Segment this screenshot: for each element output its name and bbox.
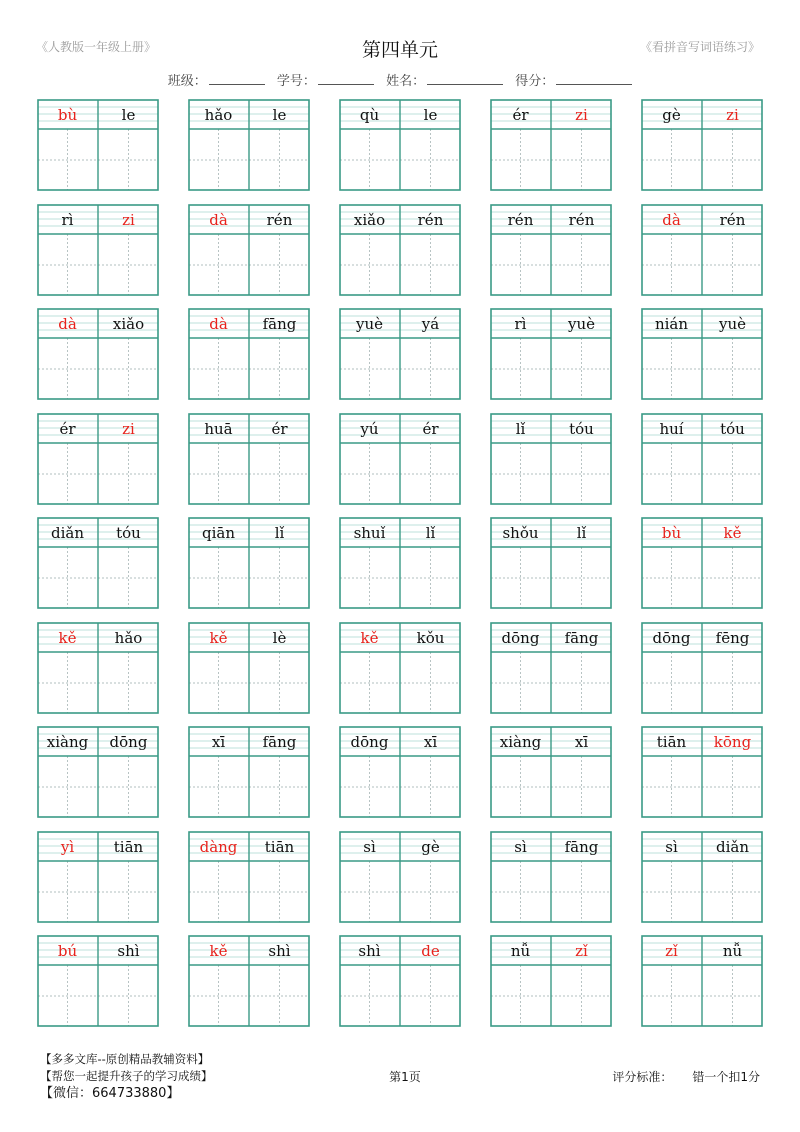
pinyin-syllable: le [121, 106, 136, 124]
word-box [641, 413, 763, 505]
word-box [188, 413, 310, 505]
pinyin-syllable: shǒu [502, 524, 539, 542]
pinyin-syllable: dà [209, 315, 228, 333]
pinyin-syllable: lǐ [515, 419, 526, 438]
pinyin-syllable: dōng [109, 733, 148, 751]
pinyin-syllable: ér [271, 419, 288, 438]
pinyin-syllable: kōng [713, 733, 752, 751]
pinyin-syllable: gè [421, 837, 440, 856]
pinyin-syllable: xī [423, 733, 438, 751]
word-box [188, 935, 310, 1027]
pinyin-syllable: tiān [264, 837, 295, 856]
pinyin-syllable: rén [568, 210, 595, 229]
word-box [339, 726, 461, 818]
class-label: 班级： [168, 74, 265, 89]
word-box [339, 622, 461, 714]
pinyin-row [641, 726, 763, 756]
word-box [188, 831, 310, 923]
pinyin-row [339, 517, 461, 547]
pinyin-row [37, 204, 159, 234]
word-box [490, 204, 612, 296]
pinyin-syllable: zǐ [665, 942, 678, 960]
score-label: 得分： [515, 74, 632, 89]
pinyin-syllable: shì [268, 942, 291, 960]
student-info [0, 70, 800, 89]
pinyin-row [339, 99, 461, 129]
pinyin-syllable: dà [662, 210, 681, 229]
pinyin-syllable: sì [363, 837, 376, 856]
pinyin-syllable: sì [514, 837, 527, 856]
pinyin-row [188, 308, 310, 338]
pinyin-row [490, 831, 612, 861]
word-box [490, 831, 612, 923]
footer-line-2: 【帮您一起提升孩子的学习成绩】 [40, 1069, 213, 1083]
scoring-rule [612, 1068, 760, 1085]
word-box [339, 831, 461, 923]
word-box [490, 726, 612, 818]
pinyin-row [188, 413, 310, 443]
pinyin-syllable: hǎo [204, 106, 233, 124]
pinyin-row [37, 726, 159, 756]
word-box [37, 935, 159, 1027]
footer-line-1: 【多多文库--原创精品教辅资料】 [40, 1052, 210, 1066]
pinyin-syllable: xī [574, 733, 589, 751]
pinyin-syllable: yuè [567, 315, 595, 333]
pinyin-row [490, 517, 612, 547]
pinyin-row [641, 413, 763, 443]
word-box [37, 413, 159, 505]
pinyin-row [339, 622, 461, 652]
word-box [490, 622, 612, 714]
pinyin-syllable: rén [719, 210, 746, 229]
word-box [37, 99, 159, 191]
pinyin-row [188, 204, 310, 234]
pinyin-row [490, 204, 612, 234]
pinyin-syllable: fāng [262, 315, 297, 333]
pinyin-syllable: shì [117, 942, 140, 960]
word-box [188, 726, 310, 818]
pinyin-syllable: dōng [350, 733, 389, 751]
pinyin-row [490, 308, 612, 338]
pinyin-syllable: lè [272, 628, 287, 647]
pinyin-syllable: huā [204, 419, 233, 438]
word-box [490, 935, 612, 1027]
pinyin-syllable: diǎn [50, 524, 84, 542]
page-number: 第1页 [389, 1070, 421, 1084]
pinyin-row [490, 99, 612, 129]
pinyin-syllable: zi [575, 106, 588, 124]
pinyin-syllable: tiān [656, 733, 687, 751]
pinyin-syllable: nǚ [510, 942, 531, 960]
word-box [490, 99, 612, 191]
word-box [641, 99, 763, 191]
word-box [37, 831, 159, 923]
class-blank[interactable] [209, 74, 265, 85]
word-box [641, 308, 763, 400]
score-blank[interactable] [556, 74, 632, 85]
pinyin-syllable: lǐ [576, 524, 587, 542]
pinyin-syllable: yuè [718, 315, 746, 333]
word-box [641, 204, 763, 296]
footer-line-3: 【微信：664733880】 [40, 1086, 180, 1101]
pinyin-syllable: bú [57, 942, 78, 960]
pinyin-syllable: nǚ [722, 942, 743, 960]
scoring-rule-text: 错一个扣1分 [692, 1070, 760, 1084]
pinyin-row [641, 308, 763, 338]
pinyin-row [641, 99, 763, 129]
word-box [490, 413, 612, 505]
pinyin-row [490, 622, 612, 652]
pinyin-row [37, 517, 159, 547]
pinyin-syllable: kǒu [416, 628, 445, 647]
pinyin-syllable: dà [58, 315, 77, 333]
pinyin-syllable: fāng [262, 733, 297, 751]
pinyin-syllable: le [272, 106, 287, 124]
pinyin-row [37, 308, 159, 338]
pinyin-syllable: lǐ [274, 524, 285, 542]
word-box [188, 622, 310, 714]
word-box [641, 935, 763, 1027]
header-right: 《看拼音写词语练习》 [639, 40, 760, 54]
pinyin-syllable: dà [209, 210, 228, 229]
pinyin-row [641, 517, 763, 547]
pinyin-syllable: gè [662, 106, 681, 124]
pinyin-syllable: rì [514, 315, 527, 333]
pinyin-syllable: tóu [720, 419, 745, 438]
pinyin-row [339, 935, 461, 965]
pinyin-row [339, 726, 461, 756]
pinyin-syllable: lǐ [425, 524, 436, 542]
pinyin-syllable: rén [266, 210, 293, 229]
word-box [339, 517, 461, 609]
pinyin-syllable: rén [507, 210, 534, 229]
pinyin-syllable: ér [59, 419, 76, 438]
pinyin-syllable: yá [421, 315, 440, 333]
pinyin-syllable: diǎn [715, 837, 749, 856]
word-box [641, 726, 763, 818]
word-box [188, 308, 310, 400]
pinyin-syllable: fēng [715, 628, 750, 647]
pinyin-syllable: rén [417, 210, 444, 229]
number-blank[interactable] [318, 74, 374, 85]
pinyin-row [490, 726, 612, 756]
pinyin-row [490, 935, 612, 965]
word-box [641, 622, 763, 714]
pinyin-syllable: qù [359, 106, 380, 124]
word-box [37, 308, 159, 400]
name-label: 姓名： [386, 74, 503, 89]
word-box [339, 204, 461, 296]
pinyin-row [339, 204, 461, 234]
pinyin-syllable: nián [654, 315, 689, 333]
pinyin-row [339, 831, 461, 861]
pinyin-row [37, 413, 159, 443]
word-box [188, 204, 310, 296]
pinyin-syllable: qiān [201, 524, 235, 542]
pinyin-syllable: tiān [113, 837, 144, 856]
scoring-rule-label: 评分标准： [612, 1070, 673, 1084]
word-box [339, 99, 461, 191]
pinyin-syllable: kě [209, 628, 228, 647]
pinyin-row [641, 935, 763, 965]
pinyin-syllable: le [423, 106, 438, 124]
word-box [339, 308, 461, 400]
pinyin-row [641, 204, 763, 234]
pinyin-syllable: zi [726, 106, 739, 124]
pinyin-row [37, 622, 159, 652]
pinyin-row [339, 308, 461, 338]
pinyin-syllable: xī [211, 733, 226, 751]
word-box [188, 99, 310, 191]
pinyin-syllable: ér [512, 106, 529, 124]
word-box [641, 517, 763, 609]
pinyin-syllable: fāng [564, 628, 599, 647]
pinyin-syllable: hǎo [114, 628, 143, 647]
pinyin-row [188, 517, 310, 547]
word-box [641, 831, 763, 923]
pinyin-syllable: dàng [199, 837, 238, 856]
pinyin-row [641, 831, 763, 861]
pinyin-row [490, 413, 612, 443]
word-box [37, 517, 159, 609]
pinyin-row [339, 413, 461, 443]
pinyin-syllable: kě [58, 628, 77, 647]
number-label: 学号： [277, 74, 374, 89]
pinyin-row [37, 99, 159, 129]
pinyin-syllable: kě [360, 628, 379, 647]
pinyin-syllable: kě [209, 942, 228, 960]
pinyin-syllable: shì [358, 942, 381, 960]
word-box [37, 726, 159, 818]
word-box [37, 622, 159, 714]
pinyin-syllable: ér [422, 419, 439, 438]
pinyin-row [188, 726, 310, 756]
pinyin-syllable: shuǐ [353, 524, 386, 542]
pinyin-syllable: yì [60, 837, 75, 856]
pinyin-row [188, 935, 310, 965]
word-box [339, 413, 461, 505]
pinyin-syllable: sì [665, 837, 678, 856]
pinyin-syllable: bù [661, 524, 682, 542]
pinyin-syllable: zi [122, 419, 135, 438]
pinyin-syllable: yuè [355, 315, 383, 333]
pinyin-syllable: de [421, 942, 440, 960]
pinyin-syllable: huí [659, 419, 684, 438]
pinyin-syllable: xiǎo [353, 210, 386, 229]
pinyin-syllable: xiàng [499, 733, 542, 751]
word-box [490, 308, 612, 400]
header-left: 《人教版一年级上册》 [36, 40, 157, 54]
pinyin-row [188, 831, 310, 861]
pinyin-syllable: kě [723, 524, 742, 542]
pinyin-row [641, 622, 763, 652]
pinyin-syllable: tóu [116, 524, 141, 542]
pinyin-syllable: dōng [652, 628, 691, 647]
pinyin-syllable: zi [122, 210, 135, 229]
pinyin-syllable: xiàng [46, 733, 89, 751]
word-box [188, 517, 310, 609]
pinyin-row [188, 99, 310, 129]
word-box [490, 517, 612, 609]
pinyin-syllable: tóu [569, 419, 594, 438]
pinyin-row [37, 935, 159, 965]
pinyin-syllable: xiǎo [112, 315, 145, 333]
pinyin-row [188, 622, 310, 652]
pinyin-syllable: yú [360, 419, 379, 438]
pinyin-syllable: fāng [564, 837, 599, 856]
pinyin-syllable: dōng [501, 628, 540, 647]
page-title: 第四单元 [361, 39, 438, 61]
pinyin-syllable: rì [61, 210, 74, 229]
pinyin-row [37, 831, 159, 861]
word-box [339, 935, 461, 1027]
word-box [37, 204, 159, 296]
pinyin-syllable: bù [57, 106, 78, 124]
name-blank[interactable] [427, 74, 503, 85]
pinyin-syllable: zǐ [575, 942, 588, 960]
